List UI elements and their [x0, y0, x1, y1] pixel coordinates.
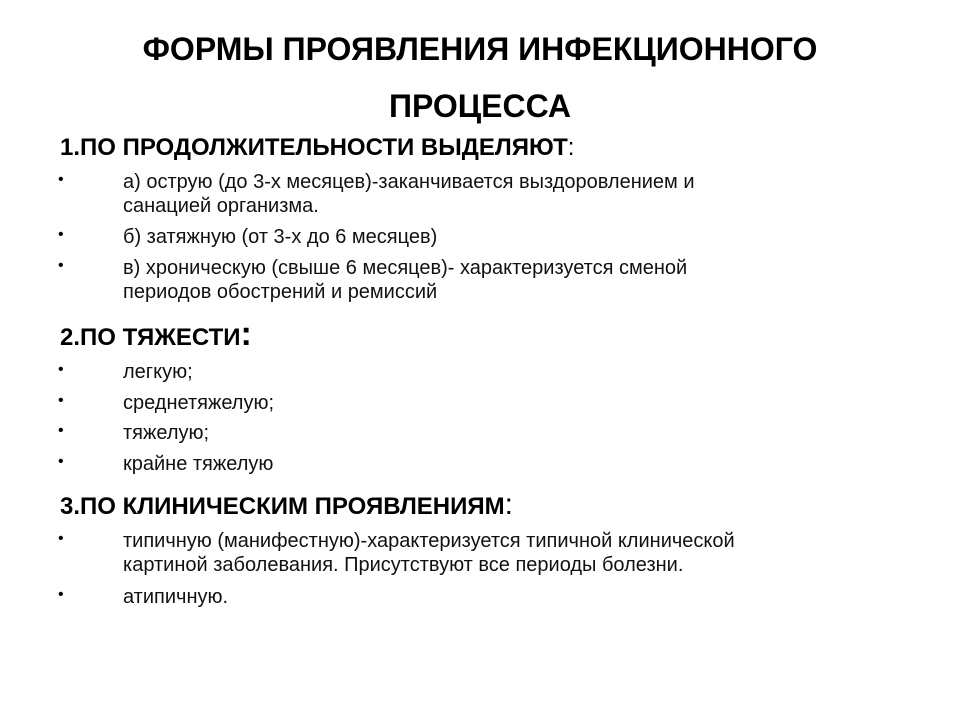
bullet-icon: • [58, 586, 64, 603]
list-item-line: легкую; [123, 361, 193, 383]
list-item [123, 452, 273, 476]
list-item-line: крайне тяжелую [123, 453, 274, 475]
list-item-line: а) острую (до 3-х месяцев)-заканчивается выздоровлением и [123, 171, 695, 193]
section-heading-colon: : [504, 488, 513, 521]
section-heading-text: 3.ПО КЛИНИЧЕСКИМ ПРОЯВЛЕНИЯМ [60, 493, 505, 520]
section-heading-duration [60, 136, 574, 160]
bullet-icon: • [58, 392, 64, 409]
list-item [123, 225, 437, 249]
list-item [123, 256, 687, 304]
list-item-line: в) хроническую (свыше 6 месяцев)- характеризуется сменой [123, 257, 688, 279]
list-item-line: периодов обострений и ремиссий [123, 281, 438, 303]
bullet-icon: • [58, 453, 64, 470]
bullet-icon: • [58, 257, 64, 274]
list-item-line: типичную (манифестную)-характеризуется типичной клинической [123, 530, 735, 552]
list-item [123, 585, 228, 609]
list-item-line: б) затяжную (от 3-х до 6 месяцев) [123, 226, 438, 248]
section-heading-text: 1.ПО ПРОДОЛЖИТЕЛЬНОСТИ ВЫДЕЛЯЮТ [60, 134, 568, 161]
section-heading-clinical [60, 488, 513, 521]
bullet-icon: • [58, 530, 64, 547]
slide-title-line-1: ФОРМЫ ПРОЯВЛЕНИЯ ИНФЕКЦИОННОГО [142, 31, 818, 67]
list-item-line: среднетяжелую; [123, 392, 275, 414]
section-heading-text: 2.ПО ТЯЖЕСТИ [60, 324, 241, 351]
section-heading-severity [60, 315, 252, 353]
list-item-line: санацией организма. [123, 195, 319, 217]
list-item-line: тяжелую; [123, 422, 210, 444]
bullet-icon: • [58, 171, 64, 188]
list-item-line: картиной заболевания. Присутствуют все периоды болезни. [123, 554, 684, 576]
slide-title-line-2: ПРОЦЕССА [388, 88, 572, 124]
list-item [123, 391, 274, 415]
list-item [123, 529, 735, 577]
section-heading-colon: : [567, 134, 575, 161]
list-item [123, 170, 695, 218]
bullet-icon: • [58, 361, 64, 378]
bullet-icon: • [58, 422, 64, 439]
list-item [123, 360, 193, 384]
bullet-icon: • [58, 226, 64, 243]
list-item [123, 421, 209, 445]
list-item-line: атипичную. [123, 586, 229, 608]
section-heading-colon: : [240, 315, 252, 353]
